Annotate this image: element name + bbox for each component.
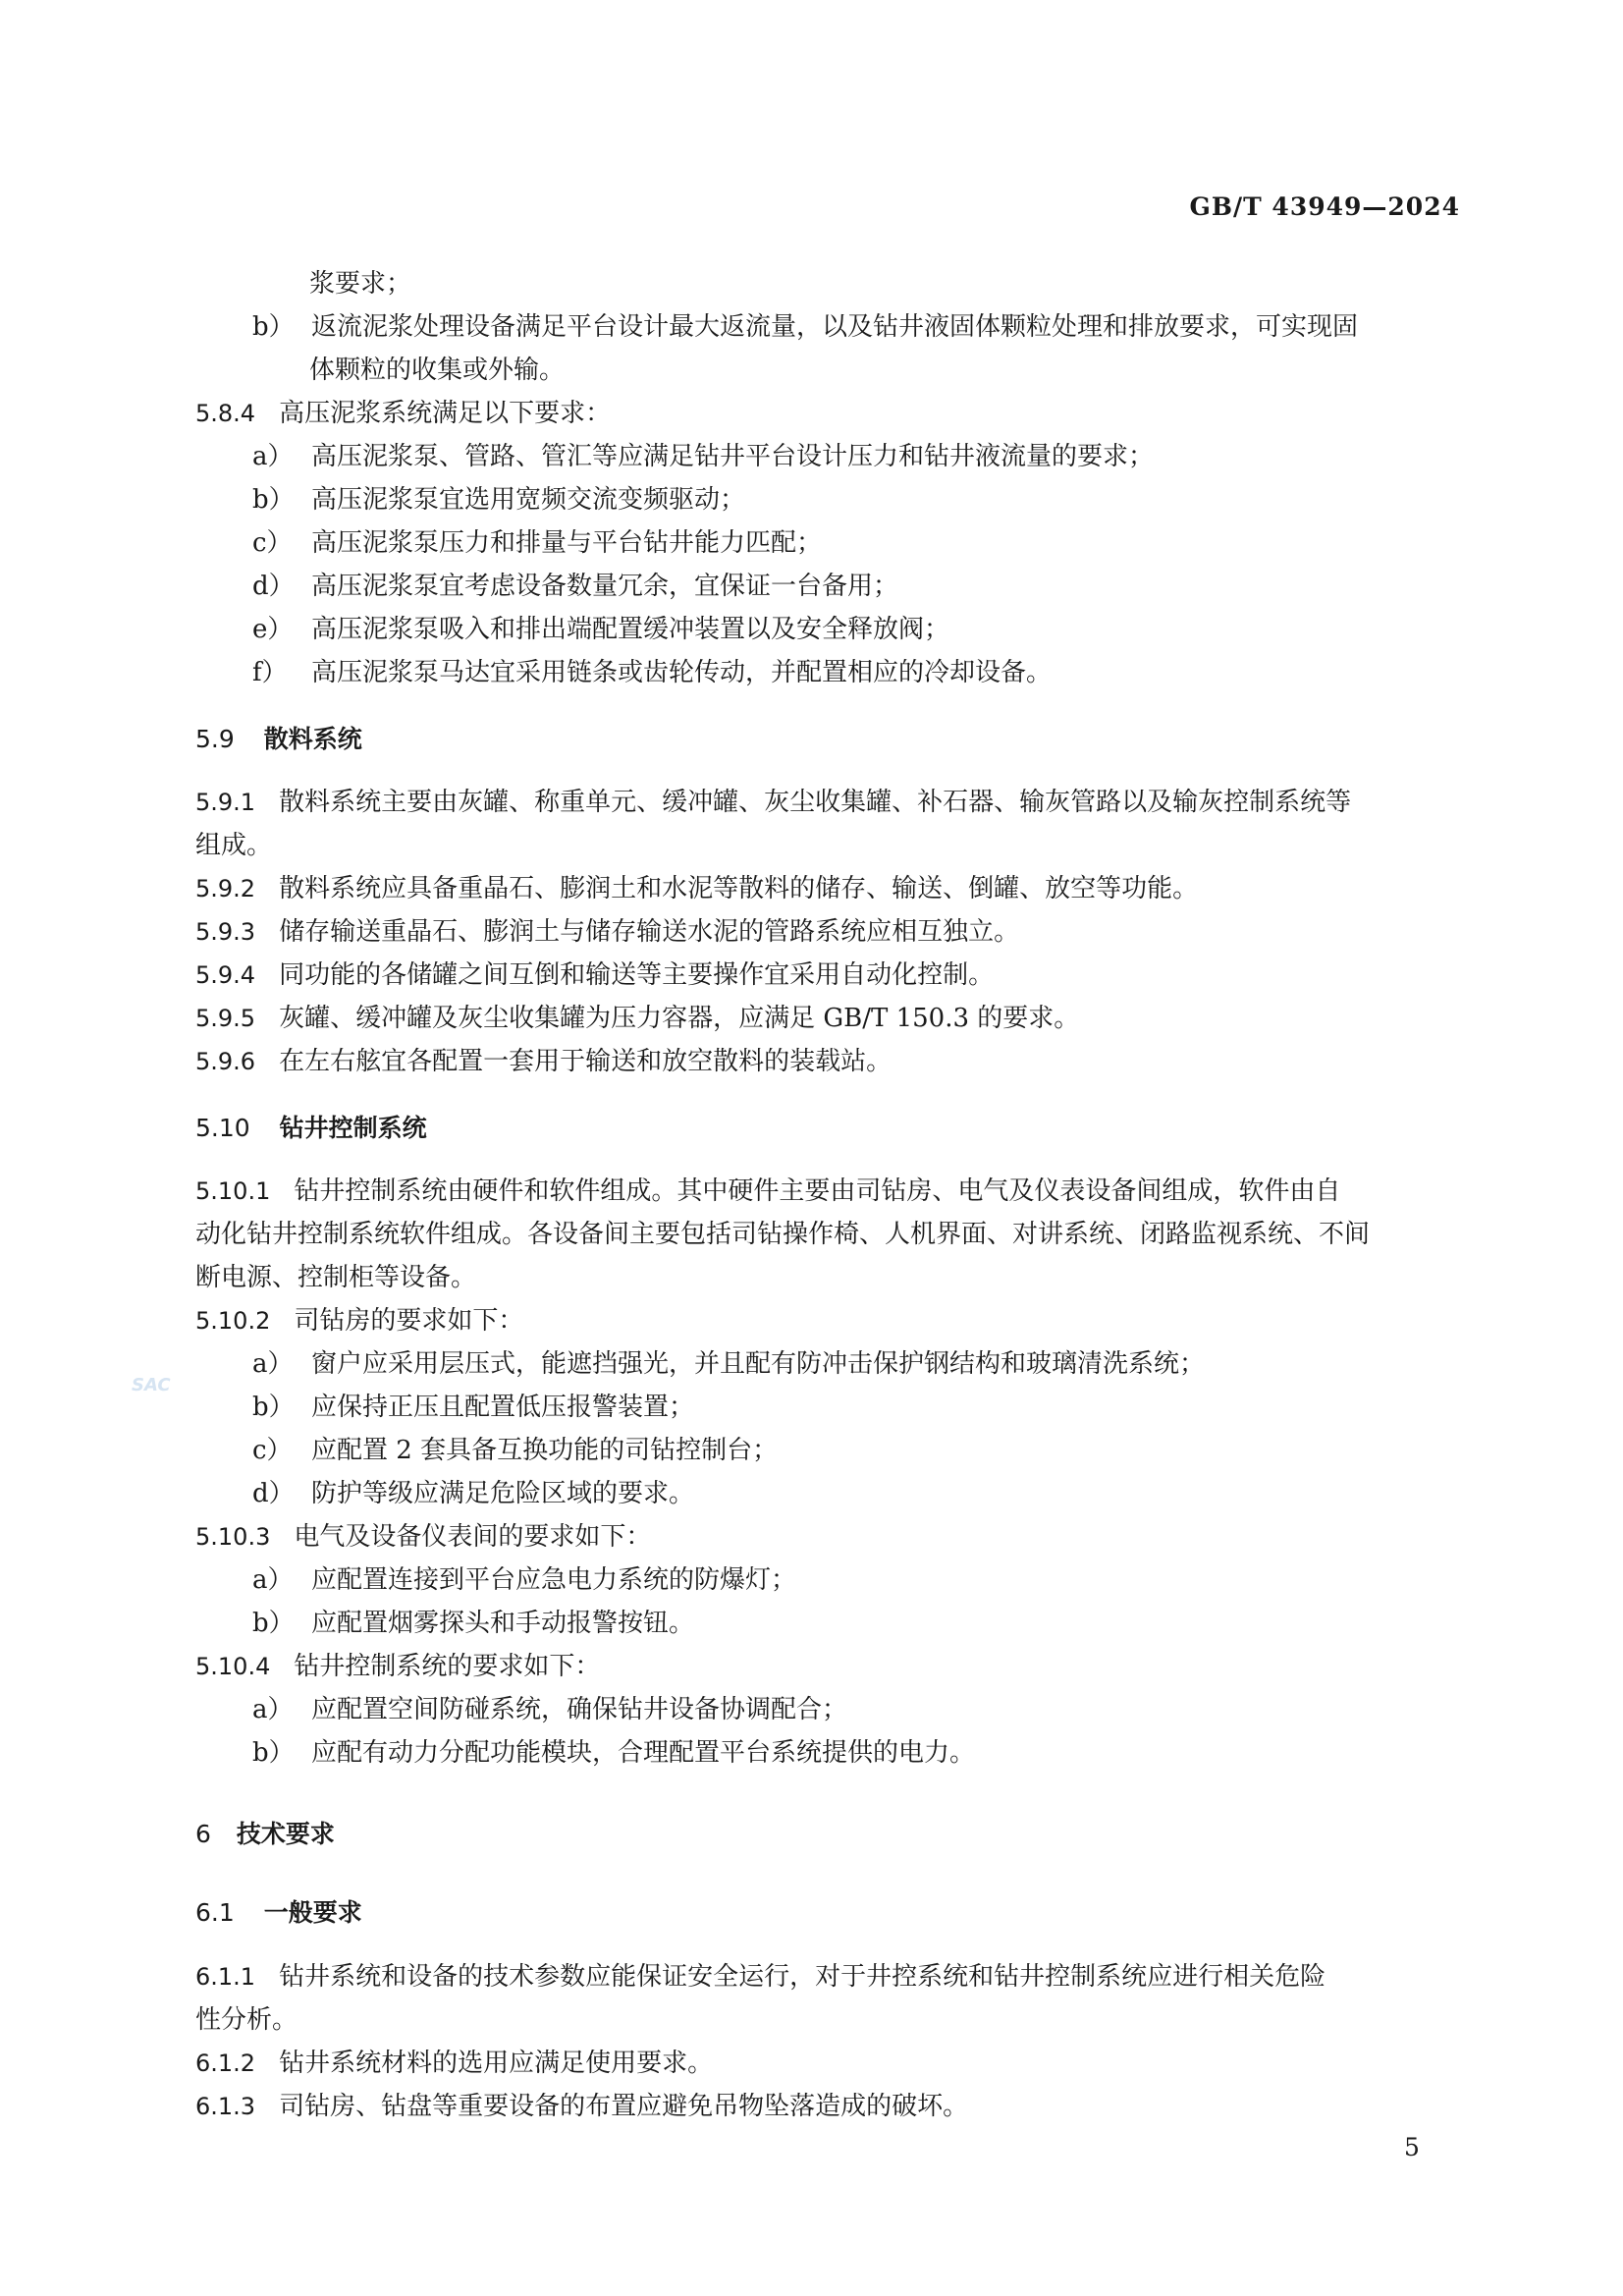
list-text: 高压泥浆泵宜考虑设备数量冗余，宜保证一台备用；: [311, 572, 899, 601]
list-text: 高压泥浆泵压力和排量与平台钻井能力匹配；: [311, 528, 823, 558]
section-number: 5.10: [195, 1114, 250, 1142]
list-label: a）: [252, 1349, 294, 1379]
list-item: [252, 1391, 694, 1424]
list-item: [252, 526, 822, 560]
list-text: 高压泥浆泵宜选用宽频交流变频驱动；: [311, 485, 746, 515]
clause-text: 钻井控制系统由硬件和软件组成。其中硬件主要由司钻房、电气及仪表设备间组成，软件由自: [294, 1176, 1341, 1206]
list-label: f）: [252, 658, 288, 687]
list-item: [252, 1693, 847, 1726]
list-item: [252, 1563, 796, 1597]
section-heading-5-10: [195, 1109, 427, 1144]
clause-5-9-2: [195, 872, 1198, 905]
clause-number: 5.10.4: [195, 1653, 271, 1680]
clause-text: 在左右舷宜各配置一套用于输送和放空散料的装载站。: [279, 1047, 893, 1076]
list-text: 高压泥浆泵、管路、管汇等应满足钻井平台设计压力和钻井液流量的要求；: [311, 442, 1155, 471]
list-label: d）: [252, 572, 295, 601]
clause-text: 散料系统应具备重晶石、膨润土和水泥等散料的储存、输送、倒罐、放空等功能。: [279, 874, 1199, 903]
list-item: [252, 440, 1154, 473]
list-label: a）: [252, 1565, 294, 1595]
chapter-heading-6: [195, 1815, 335, 1850]
clause-5-8-4: [195, 397, 611, 430]
clause-6-1-3: [195, 2090, 968, 2123]
page-number: 5: [1404, 2133, 1420, 2161]
list-label: a）: [252, 442, 294, 471]
clause-text: 电气及设备仪表间的要求如下：: [294, 1522, 652, 1552]
clause-5-9-5: [195, 1002, 1079, 1035]
list-label: c）: [252, 528, 293, 558]
clause-number: 5.9.2: [195, 875, 256, 902]
clause-text: 储存输送重晶石、膨润土与储存输送水泥的管路系统应相互独立。: [279, 917, 1020, 947]
list-text: 防护等级应满足危险区域的要求。: [311, 1479, 695, 1508]
list-label: d）: [252, 1479, 295, 1508]
list-text: 返流泥浆处理设备满足平台设计最大返流量，以及钻井液固体颗粒处理和排放要求，可实现固: [311, 312, 1359, 342]
clause-number: 5.9.4: [195, 961, 256, 989]
section-heading-5-9: [195, 720, 362, 755]
clause-number: 5.9.6: [195, 1048, 256, 1075]
section-title: 散料系统: [263, 725, 362, 753]
clause-5-9-3: [195, 915, 1019, 949]
section-title: 一般要求: [263, 1898, 362, 1927]
sac-watermark-icon: SAC: [132, 1375, 171, 1395]
clause-5-9-1: [195, 786, 1351, 819]
list-item: [252, 1477, 694, 1510]
clause-5-10-4: [195, 1650, 600, 1683]
clause-number: 5.9.5: [195, 1005, 256, 1032]
clause-number: 5.10.1: [195, 1177, 271, 1205]
text-line: 组成。: [195, 831, 273, 860]
list-text: 应配有动力分配功能模块，合理配置平台系统提供的电力。: [311, 1738, 976, 1768]
clause-5-10-2: [195, 1304, 523, 1338]
list-label: b）: [252, 1609, 295, 1638]
text-line: 浆要求；: [309, 269, 412, 299]
list-text: 应配置连接到平台应急电力系统的防爆灯；: [311, 1565, 797, 1595]
chapter-title: 技术要求: [236, 1820, 335, 1848]
list-text: 应配置烟雾探头和手动报警按钮。: [311, 1609, 695, 1638]
clause-text: 同功能的各储罐之间互倒和输送等主要操作宜采用自动化控制。: [279, 960, 995, 990]
list-text: 高压泥浆泵吸入和排出端配置缓冲装置以及安全释放阀；: [311, 615, 950, 644]
list-item: [252, 1607, 694, 1640]
list-item: [252, 570, 898, 603]
chapter-number: 6: [195, 1820, 211, 1848]
clause-number: 5.10.3: [195, 1523, 271, 1551]
clause-5-9-4: [195, 958, 994, 992]
list-text: 窗户应采用层压式，能遮挡强光，并且配有防冲击保护钢结构和玻璃清洗系统；: [311, 1349, 1206, 1379]
clause-number: 5.8.4: [195, 400, 256, 427]
clause-text: 钻井系统和设备的技术参数应能保证安全运行，对于井控系统和钻井控制系统应进行相关危险: [279, 1962, 1326, 1992]
list-item: [252, 483, 745, 517]
clause-number: 6.1.3: [195, 2093, 256, 2120]
clause-text: 钻井控制系统的要求如下：: [294, 1652, 601, 1681]
clause-5-10-1: [195, 1175, 1340, 1208]
clause-text: 钻井系统材料的选用应满足使用要求。: [279, 2049, 714, 2078]
section-number: 5.9: [195, 725, 235, 753]
list-text: 应配置 2 套具备互换功能的司钻控制台；: [311, 1436, 779, 1465]
clause-number: 5.9.3: [195, 918, 256, 946]
clause-number: 5.10.2: [195, 1307, 271, 1335]
standard-number: GB/T 43949—2024: [1189, 192, 1460, 221]
section-heading-6-1: [195, 1893, 362, 1929]
list-label: b）: [252, 485, 295, 515]
clause-6-1-2: [195, 2047, 713, 2080]
text-line: 动化钻井控制系统软件组成。各设备间主要包括司钻操作椅、人机界面、对讲系统、闭路监视系统、不间: [195, 1220, 1371, 1249]
text-line: 断电源、控制柜等设备。: [195, 1263, 477, 1292]
clause-5-10-3: [195, 1520, 651, 1554]
clause-text: 灰罐、缓冲罐及灰尘收集罐为压力容器，应满足 GB/T 150.3 的要求。: [279, 1004, 1080, 1033]
list-item: [252, 1347, 1205, 1381]
list-label: b）: [252, 1393, 295, 1422]
list-label: c）: [252, 1436, 293, 1465]
list-item: [252, 613, 949, 646]
clause-number: 6.1.1: [195, 1963, 256, 1991]
text-line: 体颗粒的收集或外输。: [309, 355, 566, 385]
list-label: a）: [252, 1695, 294, 1724]
clause-text: 司钻房的要求如下：: [294, 1306, 524, 1336]
list-item: [252, 310, 1358, 344]
clause-number: 5.9.1: [195, 789, 256, 816]
clause-6-1-1: [195, 1960, 1325, 1994]
text-line: 性分析。: [195, 2005, 298, 2035]
section-title: 钻井控制系统: [279, 1114, 427, 1142]
clause-text: 司钻房、钻盘等重要设备的布置应避免吊物坠落造成的破坏。: [279, 2092, 969, 2121]
clause-text: 高压泥浆系统满足以下要求：: [279, 399, 612, 428]
list-label: b）: [252, 1738, 295, 1768]
clause-5-9-6: [195, 1045, 892, 1078]
clause-number: 6.1.2: [195, 2050, 256, 2077]
list-text: 高压泥浆泵马达宜采用链条或齿轮传动，并配置相应的冷却设备。: [311, 658, 1053, 687]
list-item: [252, 656, 1052, 689]
list-label: b）: [252, 312, 295, 342]
list-item: [252, 1736, 975, 1770]
clause-text: 散料系统主要由灰罐、称重单元、缓冲罐、灰尘收集罐、补石器、输灰管路以及输灰控制系统等: [279, 788, 1352, 817]
section-number: 6.1: [195, 1898, 235, 1927]
list-label: e）: [252, 615, 294, 644]
list-item: [252, 1434, 778, 1467]
list-text: 应保持正压且配置低压报警装置；: [311, 1393, 695, 1422]
list-text: 应配置空间防碰系统，确保钻井设备协调配合；: [311, 1695, 848, 1724]
